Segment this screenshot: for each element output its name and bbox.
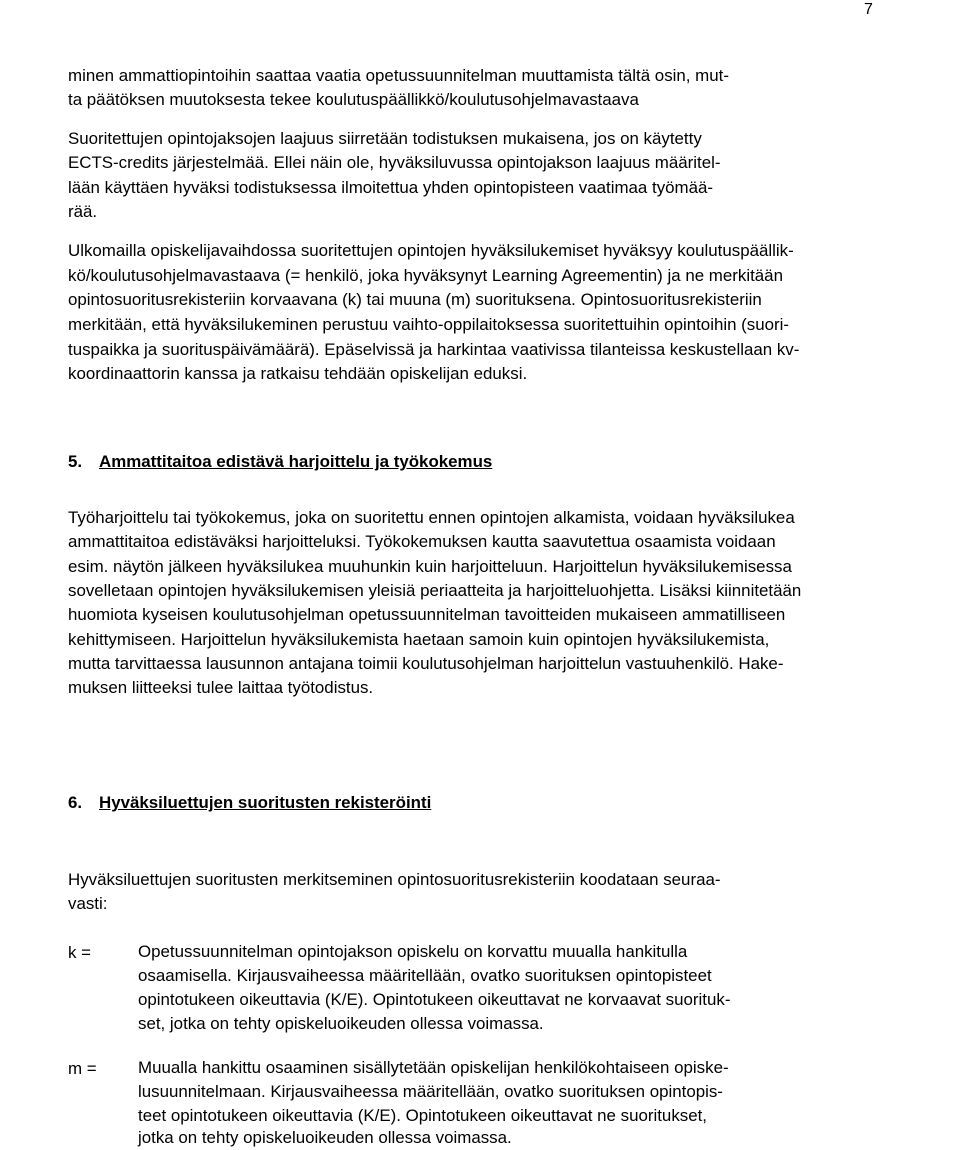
paragraph-line: kehittymiseen. Harjoittelun hyväksilukemista haetaan samoin kuin opintojen hyväksilukemista, (68, 630, 770, 649)
paragraph-line: ta päätöksen muutoksesta tekee koulutuspäällikkö/koulutusohjelmavastaava (68, 90, 639, 109)
paragraph-line: ECTS-credits järjestelmää. Ellei näin ole, hyväksiluvussa opintojakson laajuus määritel- (68, 153, 721, 172)
definition-line: set, jotka on tehty opiskeluoikeuden ollessa voimassa. (138, 1014, 544, 1033)
definition-term: k = (68, 943, 92, 962)
definition-line: teet opintotukeen oikeuttavia (K/E). Opintotukeen oikeuttavat ne suoritukset, (138, 1106, 707, 1125)
paragraph-line: koordinaattorin kanssa ja ratkaisu tehdään opiskelijan eduksi. (68, 364, 528, 383)
section-heading (68, 452, 492, 472)
paragraph-line: rää. (68, 202, 98, 221)
section-number: 6. (68, 793, 83, 812)
paragraph-line: minen ammattiopintoihin saattaa vaatia opetussuunnitelman muuttamista tältä osin, mut- (68, 66, 729, 85)
definition-line: Muualla hankittu osaaminen sisällytetään opiskelijan henkilökohtaiseen opiske- (138, 1058, 729, 1077)
paragraph-line: Ulkomailla opiskelijavaihdossa suoritettujen opintojen hyväksilukemiset hyväksyy koulutuspäällik- (68, 241, 794, 260)
paragraph-line: muksen liitteeksi tulee laittaa työtodistus. (68, 678, 374, 697)
section-title: Ammattitaitoa edistävä harjoittelu ja työkokemus (99, 452, 493, 471)
paragraph-line: lään käyttäen hyväksi todistuksessa ilmoitettua yhden opintopisteen vaatimaa työmää- (68, 178, 714, 197)
paragraph-line: tuspaikka ja suorituspäivämäärä). Epäselvissä ja harkintaa vaativissa tilanteissa keskustellaan kv- (68, 340, 800, 359)
section-number: 5. (68, 452, 83, 471)
definition-line: opintotukeen oikeuttavia (K/E). Opintotukeen oikeuttavat ne korvaavat suorituk- (138, 990, 731, 1009)
paragraph-line: sovelletaan opintojen hyväksilukemisen yleisiä periaatteita ja harjoitteluohjetta. Lisäksi kiinnitetään (68, 581, 802, 600)
paragraph-line: Suoritettujen opintojaksojen laajuus siirretään todistuksen mukaisena, jos on käytetty (68, 129, 702, 148)
paragraph-line: Hyväksiluettujen suoritusten merkitseminen opintosuoritusrekisteriin koodataan seuraa- (68, 870, 721, 889)
paragraph-line: ammattitaitoa edistäväksi harjoitteluksi. Työkokemuksen kautta saavutettua osaamista voidaan (68, 532, 776, 551)
paragraph-line: vasti: (68, 894, 108, 913)
paragraph-line: opintosuoritusrekisteriin korvaavana (k) tai muuna (m) suorituksena. Opintosuoritusrekisteriin (68, 290, 762, 309)
paragraph-line: huomiota kyseisen koulutusohjelman opetussuunnitelman tavoitteiden mukaiseen ammatilliseen (68, 605, 786, 624)
paragraph-line: merkitään, että hyväksilukeminen perustuu vaihto-oppilaitoksessa suoritettuihin opintoihin (suori- (68, 315, 790, 334)
paragraph-line: Työharjoittelu tai työkokemus, joka on suoritettu ennen opintojen alkamista, voidaan hyväksilukea (68, 508, 795, 527)
definition-line: Opetussuunnitelman opintojakson opiskelu on korvattu muualla hankitulla (138, 942, 688, 961)
section-heading (68, 793, 431, 813)
paragraph-line: kö/koulutusohjelmavastaava (= henkilö, joka hyväksynyt Learning Agreementin) ja ne merkitään (68, 266, 783, 285)
page-number: 7 (864, 1, 873, 18)
definition-line: jotka on tehty opiskeluoikeuden ollessa voimassa. (138, 1128, 512, 1147)
definition-line: lusuunnitelmaan. Kirjausvaiheessa määritellään, ovatko suorituksen opintopis- (138, 1082, 723, 1101)
definition-line: osaamisella. Kirjausvaiheessa määritellään, ovatko suorituksen opintopisteet (138, 966, 712, 985)
paragraph-line: esim. näytön jälkeen hyväksilukea muuhunkin kuin harjoitteluun. Harjoittelun hyväksilukemisessa (68, 557, 792, 576)
definition-term: m = (68, 1059, 97, 1078)
paragraph-line: mutta tarvittaessa lausunnon antajana toimii koulutusohjelman harjoittelun vastuuhenkilö. Hake- (68, 654, 784, 673)
section-title: Hyväksiluettujen suoritusten rekisteröinti (99, 793, 432, 812)
